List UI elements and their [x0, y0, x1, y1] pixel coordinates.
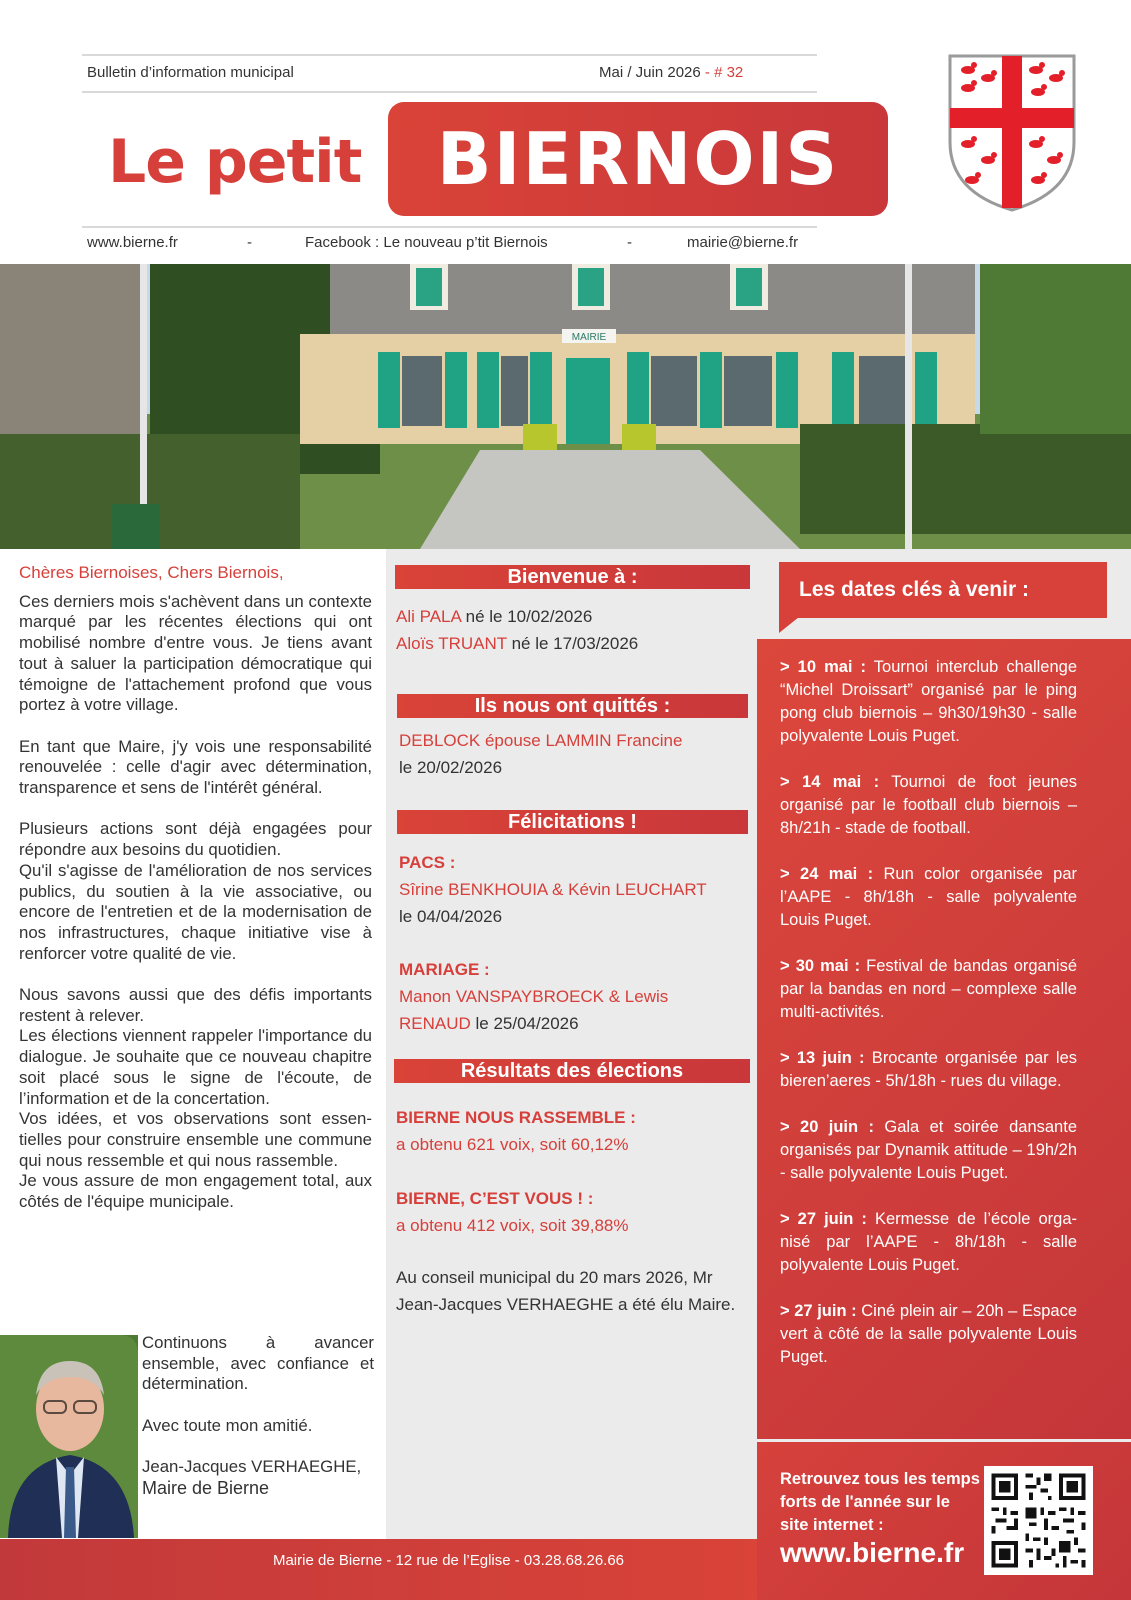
qr-code-icon[interactable]: [984, 1466, 1093, 1575]
editorial-paragraph: Qu'il s'agisse de l'amélioration de nos services publics, du soutien à la vie associative, ou encore de l'entretien et de la modernisation de nos infrastructures, chaque initiative vise à renforcer votre qualité de vie.: [19, 860, 372, 963]
event-item: [780, 1047, 1077, 1093]
editorial-greeting: Chères Biernoises, Chers Biernois,: [19, 563, 284, 582]
editorial-closing: [142, 1333, 374, 1499]
event-date: > 10 mai :: [780, 658, 867, 676]
coat-of-arms-icon: [946, 52, 1078, 212]
title-prefix: Le petit: [108, 127, 362, 197]
deaths-heading: Ils nous ont quittés :: [397, 694, 748, 718]
editorial-paragraph: En tant que Maire, j'y vois une responsabilité renouvelée : celle d'agir avec détermination, transparence et sens de l'intérêt général.: [19, 736, 372, 798]
editorial-paragraph: Plusieurs actions sont déjà engagées pour répondre aux besoins du quotidien.: [19, 819, 372, 860]
election-list-name: BIERNE NOUS RASSEMBLE :: [396, 1108, 636, 1127]
pacs-names: Sîrine BENKHOUIA & Kévin LEUCHART: [399, 880, 707, 899]
issue-number: - # 32: [704, 64, 744, 81]
event-item: [780, 863, 1077, 932]
pacs-label: PACS :: [399, 853, 456, 872]
event-list: [780, 656, 1077, 1392]
editorial-paragraph: Les élections viennent rappeler l'importance du dialogue. Je souhaite que ce nouveau chapitre soit placé sous le signe de l'écoute, de l’information et de la concertation.: [19, 1026, 372, 1108]
issue-info: [599, 64, 743, 81]
signature-title: Maire de Bierne: [142, 1477, 270, 1498]
death-name: DEBLOCK épouse LAMMIN Francine: [399, 731, 683, 750]
birth-entry: [396, 603, 592, 630]
bulletin-label: Bulletin d’information municipal: [87, 64, 294, 81]
mairie-sign: MAIRIE: [571, 332, 607, 343]
mariage-names: Manon VANSPAYBROECK & Lewis: [399, 987, 669, 1006]
event-text: Festival de bandas organisé par la bandas en nord – complexe salle multi-activités.: [780, 957, 1077, 1021]
contact-separator: -: [247, 234, 252, 251]
event-date: > 30 mai :: [780, 957, 861, 975]
birth-name: Aloïs TRUANT: [396, 634, 507, 653]
elections-heading: Résultats des élections: [394, 1059, 750, 1083]
editorial-paragraph: Nous savons aussi que des défis importants restent à relever.: [19, 985, 372, 1025]
event-item: [780, 1116, 1077, 1185]
birth-date: né le 10/02/2026: [460, 607, 593, 626]
event-item: [780, 771, 1077, 840]
council-note: Au conseil municipal du 20 mars 2026, Mr Jean-Jacques VERHAEGHE a été élu Maire.: [396, 1268, 736, 1314]
event-item: [780, 1300, 1077, 1369]
dates-heading: Les dates clés à venir :: [779, 562, 1107, 618]
event-text: Tournoi de foot jeunes organisé par le football club biernois – 8h/21h - stade de football.: [780, 773, 1078, 837]
title-main: BIERNOIS: [436, 117, 840, 201]
header-rule-bottom: [82, 226, 817, 228]
pacs-date: le 04/04/2026: [399, 907, 503, 926]
callout-tail: [779, 617, 799, 633]
congrats-heading: Félicitations !: [397, 810, 748, 834]
event-date: > 20 juin :: [780, 1118, 874, 1136]
event-item: [780, 1208, 1077, 1277]
editorial: [19, 563, 372, 1213]
editorial-paragraph: Ces derniers mois s'achèvent dans un contexte marqué par les récentes élections qui ont mobilisé nombre d'entre vous. Je tiens avant tout à saluer la participation démocratique qui témoigne de l'attachement profond que vous portez à votre village.: [19, 591, 372, 715]
header-rule-middle: [82, 91, 817, 93]
mariage-label: MARIAGE :: [399, 960, 490, 979]
event-date: > 24 mai :: [780, 865, 874, 883]
footer-bar: [0, 1539, 757, 1600]
closing-line: Continuons à avancer ensemble, avec confiance et détermination.: [142, 1333, 374, 1394]
mariage-names-end: [399, 1010, 579, 1037]
contact-separator: -: [627, 234, 632, 251]
editorial-paragraph: Je vous assure de mon engagement total, aux côtés de l'équipe municipale.: [19, 1171, 372, 1212]
town-hall-photo: [0, 264, 1131, 549]
welcome-heading: Bienvenue à :: [395, 565, 750, 589]
website-link[interactable]: www.bierne.fr: [780, 1537, 965, 1568]
mariage-name-last: RENAUD: [399, 1014, 471, 1033]
election-list-result: a obtenu 412 voix, soit 39,88%: [396, 1216, 629, 1235]
event-item: [780, 955, 1077, 1024]
death-date: le 20/02/2026: [399, 758, 503, 777]
birth-entry: [396, 630, 638, 657]
contact-facebook: Facebook : Le nouveau p’tit Biernois: [305, 234, 548, 251]
event-text: Kermesse de l’école organisé par l’AAPE - 8h/18h - salle polyvalente Louis Puget.: [780, 1210, 1077, 1274]
event-text: Tournoi interclub challenge “Michel Droissart” organisé par le ping pong club biernois – 9h30/19h30 - salle polyvalente Louis Puget.: [780, 658, 1078, 745]
event-text: Run color organisée par l’AAPE - 8h/18h - salle polyvalente Louis Puget.: [780, 865, 1078, 929]
event-date: > 14 mai :: [780, 773, 880, 791]
election-list-result: a obtenu 621 voix, soit 60,12%: [396, 1135, 629, 1154]
mariage-date: le 25/04/2026: [470, 1014, 579, 1033]
contact-email: mairie@bierne.fr: [687, 234, 799, 251]
website-promo: Retrouvez tous les temps forts de l'année sur le site internet :: [780, 1470, 980, 1534]
event-date: > 13 juin :: [780, 1049, 865, 1067]
footer-address: Mairie de Bierne - 12 rue de l’Eglise - 03.28.68.26.66: [272, 1552, 625, 1569]
event-item: [780, 656, 1077, 748]
signature-name: Jean-Jacques VERHAEGHE,: [142, 1457, 362, 1477]
election-list-name: BIERNE, C’EST VOUS ! :: [396, 1189, 594, 1208]
event-date: > 27 juin :: [780, 1302, 857, 1320]
event-text: Brocante organisée par les bieren’aeres - 5h/18h - rues du village.: [780, 1049, 1078, 1090]
birth-date: né le 17/03/2026: [506, 634, 639, 653]
editorial-paragraph: Vos idées, et vos observations sont essentielles pour construire ensemble une commune qui nous ressemble et qui nous rassemble.: [19, 1109, 372, 1170]
issue-date: Mai / Juin 2026: [599, 64, 701, 81]
mayor-portrait: [0, 1335, 138, 1538]
event-text: Gala et soirée dansante organisés par Dynamik attitude – 19h/2h - salle polyvalente Louis Puget.: [780, 1118, 1077, 1182]
title-banner: [388, 102, 888, 216]
event-text: Ciné plein air – 20h – Espace vert à côté de la salle polyvalente Louis Puget.: [780, 1302, 1078, 1366]
event-date: > 27 juin :: [780, 1210, 867, 1228]
birth-name: Ali PALA: [396, 607, 461, 626]
header-rule-top: [82, 54, 817, 56]
contact-website: www.bierne.fr: [87, 234, 178, 251]
farewell-line: Avec toute mon amitié.: [142, 1415, 313, 1435]
